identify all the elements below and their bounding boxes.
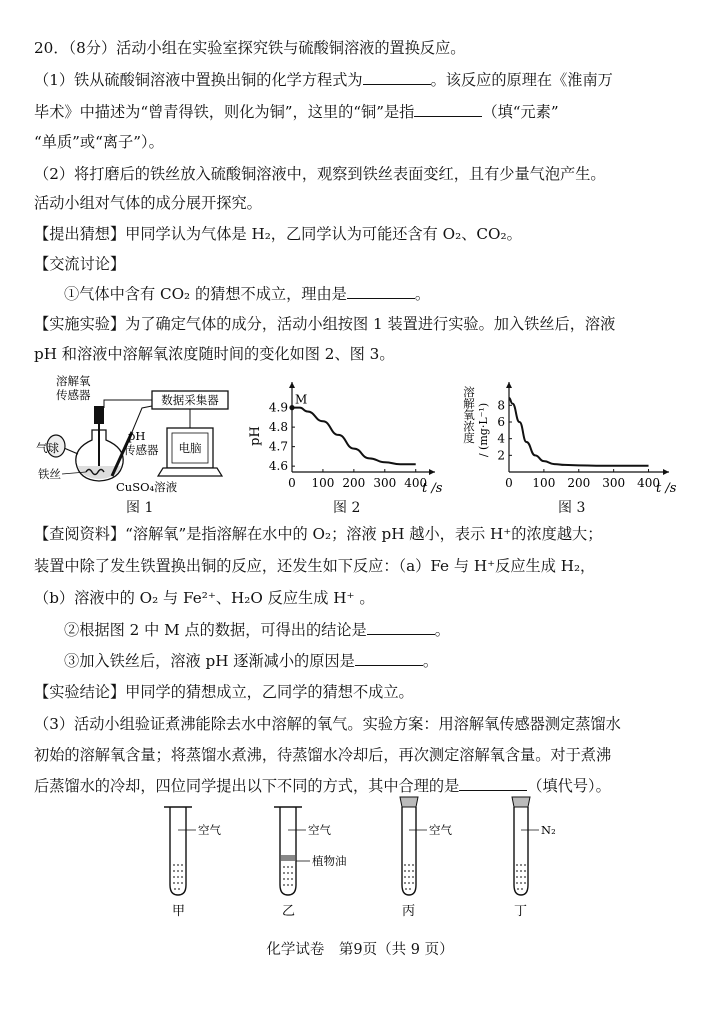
- tube-bing: [400, 797, 452, 919]
- part2-line1: （2）将打磨后的铁丝放入硫酸铜溶液中，观察到铁丝表面变红，且有少量气泡产生。: [34, 165, 606, 183]
- reference-line3: （b）溶液中的 O₂ 与 Fe²⁺、H₂O 反应生成 H⁺ 。: [34, 589, 375, 607]
- test-tubes-figure: [150, 795, 610, 925]
- tube-ding: [512, 797, 556, 919]
- ph-sensor-label-2: 传感器: [124, 443, 159, 457]
- part1-text-b: 。该反应的原理在《淮南万: [430, 71, 613, 89]
- figure2-chart: [250, 370, 450, 495]
- part3-line1: （3）活动小组验证煮沸能除去水中溶解的氧气。实验方案：用溶解氧传感器测定蒸馏水: [34, 715, 621, 733]
- oxygen-chart-xtick-label: 300: [602, 476, 626, 490]
- tube-bing-note: 空气: [429, 823, 452, 837]
- question-2: [64, 620, 450, 640]
- oxygen-chart-xtick-label: 400: [637, 476, 660, 490]
- answer-blank-equation[interactable]: [363, 70, 431, 85]
- figure1-apparatus: [34, 368, 239, 496]
- figure3-chart: [455, 370, 690, 495]
- question-3: [64, 651, 438, 671]
- hypothesis: 【提出猜想】甲同学认为气体是 H₂，乙同学认为可能还含有 O₂、CO₂。: [34, 225, 522, 243]
- oxygen-axis-unit: / (mg·L⁻¹): [477, 402, 490, 458]
- figure2-caption: 图 2: [333, 500, 361, 516]
- tube-yi-label: 乙: [282, 904, 296, 919]
- reference-line2: 装置中除了发生铁置换出铜的反应，还发生如下反应：（a）Fe 与 H⁺反应生成 H₂，: [34, 557, 596, 575]
- oxygen-chart-xtick-label: 100: [532, 476, 556, 490]
- o2-sensor-label-1: 溶解氧: [56, 374, 91, 388]
- question-title: 20．（8分）活动小组在实验室探究铁与硫酸铜溶液的置换反应。: [34, 39, 466, 57]
- tube-ding-label: 丁: [514, 904, 528, 919]
- ph-sensor-label-1: pH: [128, 429, 146, 443]
- data-collector-label: 数据采集器: [161, 393, 219, 407]
- tube-jia-label: 甲: [172, 904, 186, 919]
- ph-chart-xtick-label: 300: [373, 476, 397, 490]
- oxygen-chart-ytick-label: 6: [497, 415, 505, 429]
- ph-chart-xtick-label: 200: [342, 476, 366, 490]
- question-3-text: ③加入铁丝后，溶液 pH 逐渐减小的原因是: [64, 652, 355, 670]
- ph-chart-xtick-label: 400: [404, 476, 428, 490]
- oxygen-axis-label: 溶解氧浓度: [462, 386, 476, 444]
- side-arm: [64, 448, 78, 454]
- part1-line3: “单质”或“离子”）。: [34, 133, 164, 151]
- question-3-end: 。: [422, 652, 438, 670]
- figure1-caption: 图 1: [126, 500, 154, 516]
- stopper-bing: [400, 797, 418, 807]
- tube-yi: [274, 807, 347, 919]
- cable-o2: [104, 400, 152, 408]
- answer-blank-ph-decrease[interactable]: [355, 651, 423, 666]
- ph-chart-xtick-label: 100: [311, 476, 335, 490]
- discussion-heading: 【交流讨论】: [34, 255, 126, 273]
- ph-chart-ytick-label: 4.7: [268, 439, 288, 454]
- part3-line2: 初始的溶解氧含量；将蒸馏水煮沸，待蒸馏水冷却后，再次测定溶解氧含量。对于煮沸: [34, 746, 612, 764]
- o2-sensor-label-2: 传感器: [56, 388, 91, 402]
- answer-blank-cooling[interactable]: [459, 776, 527, 791]
- part2-line2: 活动小组对气体的成分展开探究。: [34, 194, 262, 212]
- tube-yi-oil-note: 植物油: [312, 854, 347, 868]
- oxygen-chart-y-arrow: [506, 382, 512, 388]
- part1-text-a: （1）铁从硫酸铜溶液中置换出铜的化学方程式为: [34, 71, 363, 89]
- oil-layer: [281, 855, 295, 861]
- tube-yi-note: 空气: [308, 823, 331, 837]
- question-2-end: 。: [434, 621, 450, 639]
- figure3-caption: 图 3: [558, 500, 586, 516]
- oxygen-chart-ytick-label: 4: [497, 431, 505, 446]
- computer-label: 电脑: [178, 441, 202, 455]
- tube-jia-note: 空气: [198, 823, 221, 837]
- oxygen-chart-ytick-label: 2: [497, 448, 505, 463]
- balloon-label: 气球: [36, 441, 59, 455]
- page-footer: 化学试卷 第9页（共 9 页）: [266, 942, 454, 958]
- discussion-q1: [64, 284, 430, 304]
- part3-line3: [34, 776, 611, 796]
- question-2-text: ②根据图 2 中 M 点的数据，可得出的结论是: [64, 621, 367, 639]
- experiment-line1: 【实施实验】为了确定气体的成分，活动小组按图 1 装置进行实验。加入铁丝后，溶液: [34, 315, 616, 333]
- ph-chart-xtick-label: 0: [288, 476, 296, 490]
- computer-keyboard: [158, 468, 222, 476]
- ph-curve: [292, 408, 416, 465]
- oxygen-x-unit: t /s: [656, 481, 677, 496]
- reference-line1: 【查阅资料】“溶解氧”是指溶解在水中的 O₂；溶液 pH 越小，表示 H⁺的浓度越大；: [34, 525, 603, 543]
- part3-text-c: 后蒸馏水的冷却，四位同学提出以下不同的方式，其中合理的是: [34, 777, 460, 795]
- discussion-q1-text: ①气体中含有 CO₂ 的猜想不成立，理由是: [64, 285, 347, 303]
- point-m-marker: [289, 405, 294, 410]
- wire-label: 铁丝: [38, 467, 61, 481]
- experiment-line2: pH 和溶液中溶解氧浓度随时间的变化如图 2、图 3。: [34, 345, 395, 363]
- tube-jia: [164, 807, 221, 919]
- point-m-label: M: [295, 392, 308, 407]
- part1-text-c: 毕术》中描述为“曾青得铁，则化为铜”，这里的“铜”是指: [34, 103, 415, 121]
- conclusion: 【实验结论】甲同学的猜想成立，乙同学的猜想不成立。: [34, 683, 414, 701]
- ph-chart-y-arrow: [289, 382, 295, 388]
- part3-text-d: （填代号）。: [527, 777, 611, 795]
- ph-x-unit: t /s: [422, 481, 443, 496]
- ph-chart-ytick-label: 4.6: [268, 459, 288, 474]
- part1-line2: [34, 102, 559, 122]
- answer-blank-copper[interactable]: [414, 102, 482, 117]
- answer-blank-co2[interactable]: [347, 284, 415, 299]
- tube-bing-label: 丙: [402, 904, 416, 919]
- oxygen-chart-ytick-label: 8: [497, 398, 505, 413]
- ph-chart-ytick-label: 4.8: [268, 420, 288, 435]
- solution-label: CuSO₄溶液: [116, 480, 178, 494]
- oxygen-chart-x-arrow: [663, 469, 669, 475]
- oxygen-chart-xtick-label: 0: [505, 476, 513, 490]
- answer-blank-point-m[interactable]: [367, 620, 435, 635]
- ph-chart-x-arrow: [429, 469, 435, 475]
- ph-axis-label: pH: [248, 426, 263, 446]
- part1-line1: [34, 70, 613, 90]
- ph-chart-ytick-label: 4.9: [268, 400, 288, 415]
- oxygen-chart-xtick-label: 200: [567, 476, 591, 490]
- tube-ding-note: N₂: [541, 823, 556, 837]
- oxygen-curve: [509, 398, 649, 466]
- discussion-q1-end: 。: [414, 285, 431, 303]
- part1-text-d: （填“元素”: [482, 103, 559, 121]
- stopper-ding: [512, 797, 530, 807]
- o2-sensor-probe: [94, 406, 104, 424]
